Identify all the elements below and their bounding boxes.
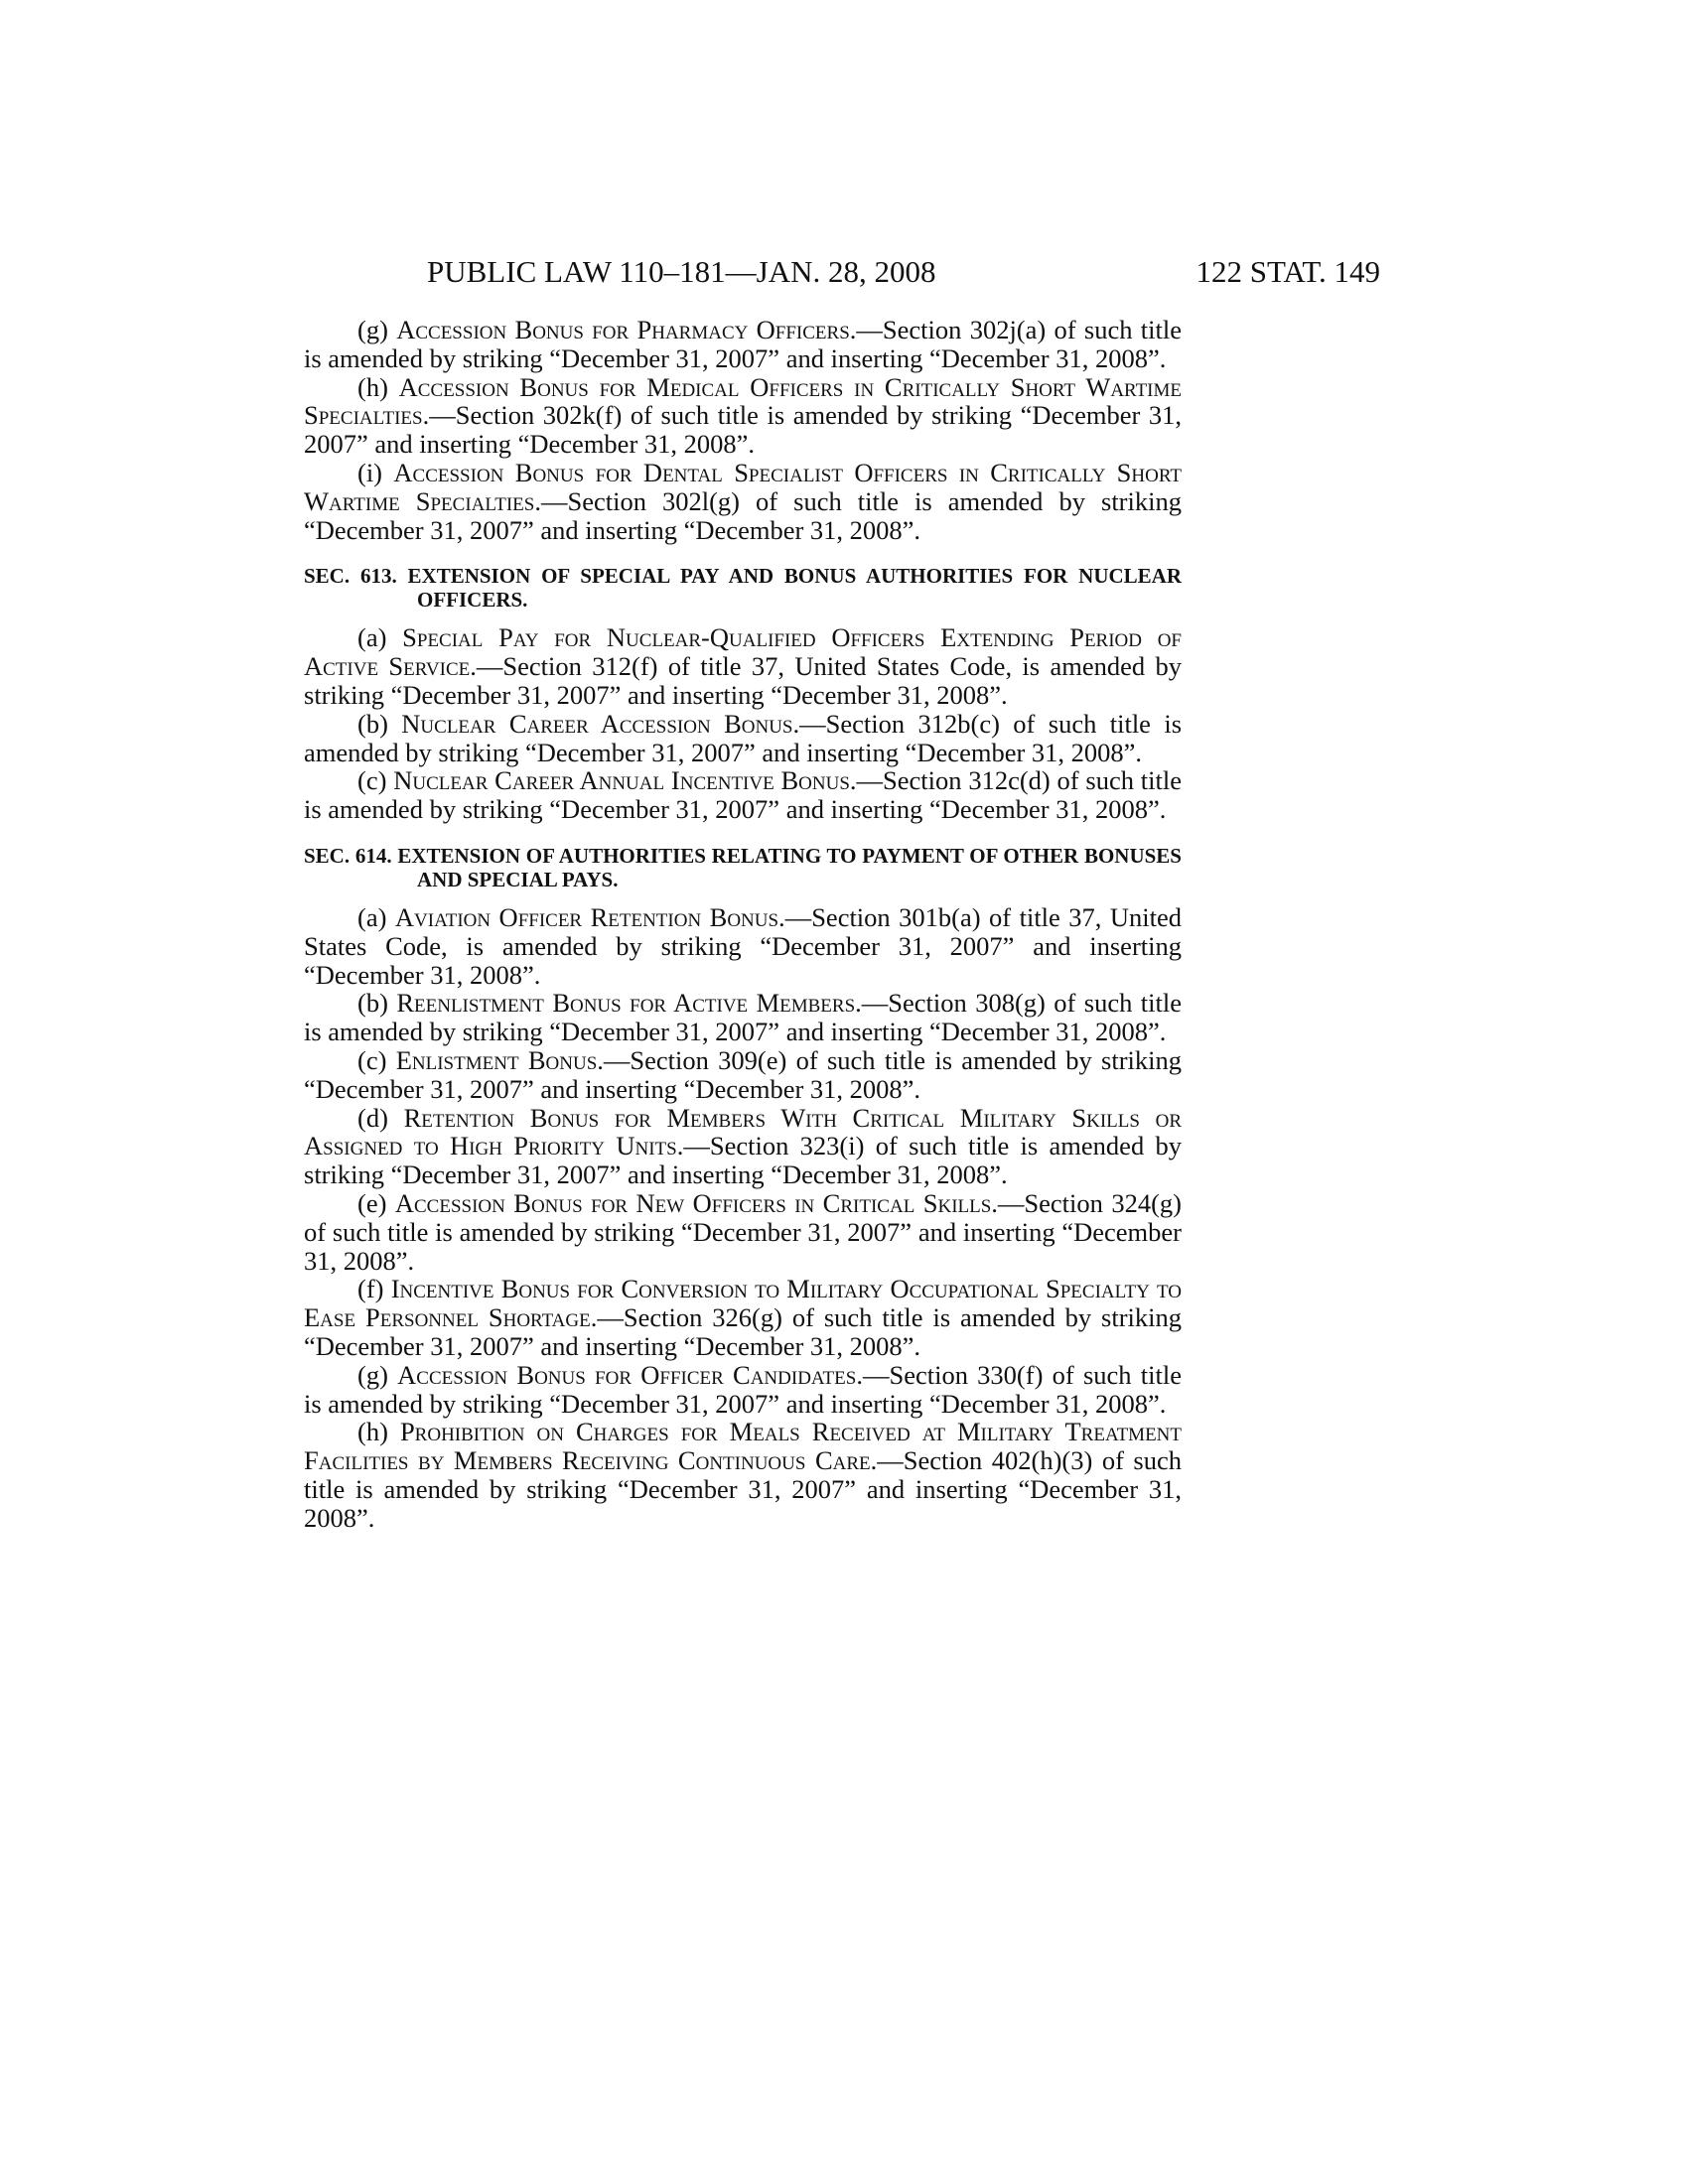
section-614-heading: SEC. 614. EXTENSION OF AUTHORITIES RELATING TO PAYMENT OF OTHER BONUSES AND SPECIAL PAYS. [304,843,1182,891]
paragraph-614-g: (g) Accession Bonus for Officer Candidates.—Section 330(f) of such title is amended by striking “December 31, 2007” and inserting “December 31, 2008”. [304,1359,1182,1419]
paragraph-614-d: (d) Retention Bonus for Members With Critical Military Skills or Assigned to High Priority Units.—Section 323(i) of such title is amended by striking “December 31, 2007” and inserting “December 31, 2008”. [304,1102,1183,1190]
paragraph-614-b: (b) Reenlistment Bonus for Active Members.—Section 308(g) of such title is amended by striking “December 31, 2007” and inserting “December 31, 2008”. [304,988,1183,1047]
paragraph-613-c: (c) Nuclear Career Annual Incentive Bonus.—Section 312c(d) of such title is amended by striking “December 31, 2007” and inserting “December 31, 2008”. [304,765,1182,825]
section-613-heading: SEC. 613. EXTENSION OF SPECIAL PAY AND BONUS AUTHORITIES FOR NUCLEAR OFFICERS. [304,564,1182,613]
paragraph-g-pharmacy: (g) Accession Bonus for Pharmacy Officers.—Section 302j(a) of such title is amended by striking “December 31, 2007” and inserting “December 31, 2008”. [304,315,1183,373]
paragraph-614-h: (h) Prohibition on Charges for Meals Received at Military Treatment Facilities by Members Receiving Continuous Care.—Section 402(h)(3) of such title is amended by striking “December 31, 2007” and inserting “December 31, 2008”. [304,1417,1183,1533]
paragraph-613-a: (a) Special Pay for Nuclear-Qualified Officers Extending Period of Active Service.—Section 312(f) of title 37, United States Code, is amended by striking “December 31, 2007” and inserting “December 31, 2008”. [304,622,1182,710]
document-body [304,316,1182,1532]
paragraph-614-a: (a) Aviation Officer Retention Bonus.—Section 301b(a) of title 37, United States Code, is amended by striking “December 31, 2007” and inserting “December 31, 2008”. [304,901,1183,990]
paragraph-614-e: (e) Accession Bonus for New Officers in Critical Skills.—Section 324(g) of such title is amended by striking “December 31, 2007” and inserting “December 31, 2008”. [304,1187,1182,1276]
paragraph-i-dental: (i) Accession Bonus for Dental Specialist Officers in Critically Short Wartime Specialties.—Section 302l(g) of such title is amended by striking “December 31, 2007” and inserting “December 31, 2008”. [304,457,1182,545]
paragraph-h-medical: (h) Accession Bonus for Medical Officers in Critically Short Wartime Specialties.—Section 302k(f) of such title is amended by striking “December 31, 2007” and inserting “December 31, 2008”. [304,371,1183,460]
running-title: PUBLIC LAW 110–181—JAN. 28, 2008 [427,254,936,289]
statute-page-number: 122 STAT. 149 [1196,254,1380,289]
paragraph-614-c: (c) Enlistment Bonus.—Section 309(e) of such title is amended by striking “December 31, 2007” and inserting “December 31, 2008”. [304,1044,1183,1104]
page-header [427,252,1380,292]
paragraph-614-f: (f) Incentive Bonus for Conversion to Military Occupational Specialty to Ease Personnel Shortage.—Section 326(g) of such title is amended by striking “December 31, 2007” and inserting “December 31, 2008”. [304,1274,1183,1361]
paragraph-613-b: (b) Nuclear Career Accession Bonus.—Section 312b(c) of such title is amended by striking “December 31, 2007” and inserting “December 31, 2008”. [304,708,1183,767]
